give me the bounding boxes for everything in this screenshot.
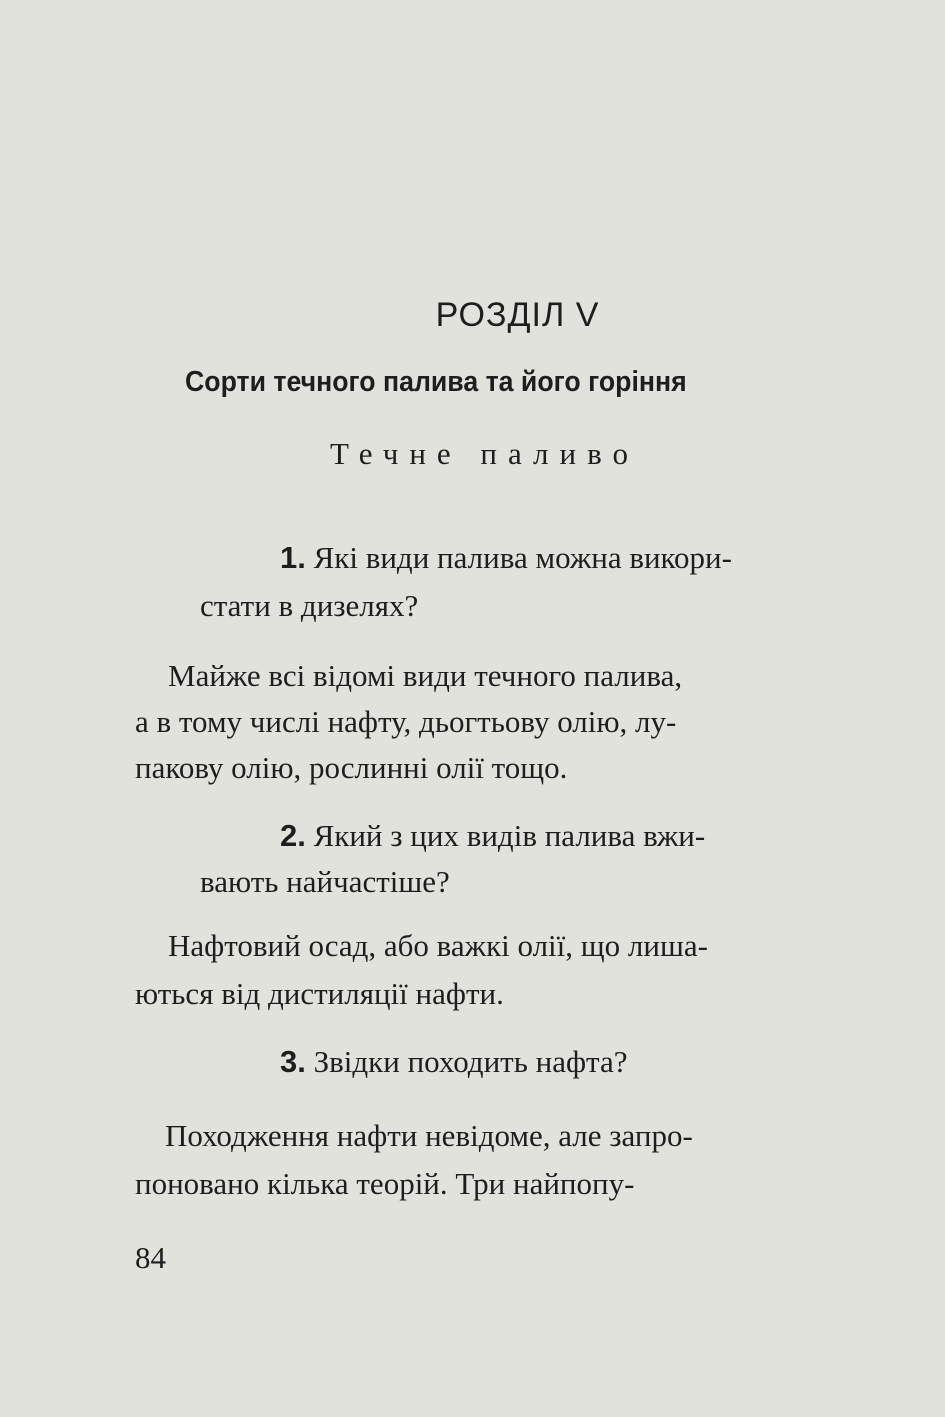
chapter-subtitle: Сорти течного палива та його горіння	[185, 366, 687, 398]
answer-2-line-2: ються від дистиляції нафти.	[135, 976, 504, 1011]
chapter-title: РОЗДІЛ V	[435, 296, 600, 334]
answer-2-line-1: Нафтовий осад, або важкі олії, що лиша-	[168, 928, 708, 963]
question-number: 3.	[280, 1044, 306, 1079]
answer-1-line-3: пакову олію, рослинні олії тощо.	[135, 750, 568, 785]
answer-1-line-2: а в тому числі нафту, дьогтьову олію, лу-	[135, 704, 677, 739]
question-1-line-1: 1. Які види палива можна викори-	[280, 540, 732, 575]
question-number: 2.	[280, 818, 306, 853]
question-number: 1.	[280, 540, 306, 575]
question-1-line-2: стати в дизелях?	[200, 588, 419, 623]
question-2-line-2: вають найчастіше?	[200, 864, 450, 899]
answer-3-line-1: Походження нафти невідоме, але запро-	[165, 1118, 693, 1153]
section-title: Течне паливо	[330, 436, 640, 471]
question-2-line-1: 2. Який з цих видів палива вжи-	[280, 818, 706, 853]
page-number: 84	[135, 1240, 166, 1275]
answer-1-line-1: Майже всі відомі види течного палива,	[168, 658, 683, 693]
answer-3-line-2: поновано кілька теорій. Три найпопу-	[135, 1166, 635, 1201]
question-3-line-1: 3. Звідки походить нафта?	[280, 1044, 628, 1079]
